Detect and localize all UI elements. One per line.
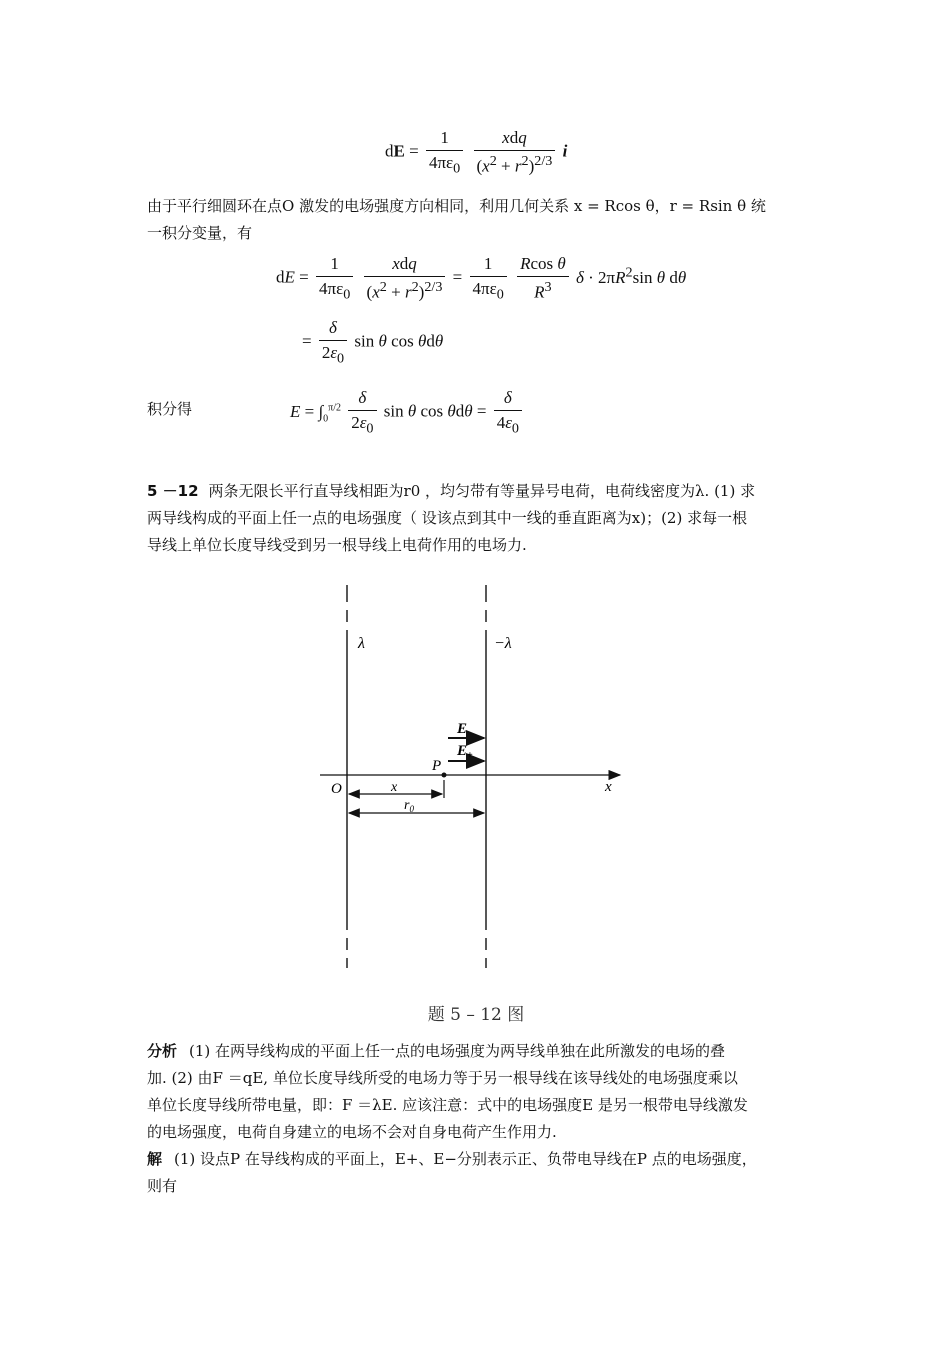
figure-two-wires	[300, 580, 640, 975]
analysis-paragraph: 分析 (1) 在两导线构成的平面上任一点的电场强度为两导线单独在此所激发的电场的叠 加. (2) 由F ＝qE, 单位长度导线所受的电场力等于另一根导线在该导线处的电场强度乘以 单位长度导线所带电量，即：F ＝λE. 应该注意：式中的电场强度E 是另一根带电导线激发 的电场强度，电荷自身建立的电场不会对自身电荷产生作用力.	[147, 1042, 748, 1141]
eq-top-frac1: $\frac{1}{4\pi\varepsilon_0}$	[426, 128, 463, 177]
origin-label: O	[331, 781, 342, 797]
eq-top-num2: xdq	[474, 128, 556, 151]
dim-x-label: x	[391, 780, 398, 795]
analysis-heading: 分析	[147, 1042, 178, 1060]
solution-paragraph: 解 (1) 设点P 在导线构成的平面上，E+、E−分别表示正、负带电导线在P 点的电场强度， 则有	[147, 1150, 757, 1195]
point-p-label: P	[432, 758, 442, 774]
point-p	[442, 773, 447, 778]
solution-heading: 解	[147, 1150, 163, 1168]
eq-top-frac2	[474, 128, 556, 177]
right-wire-label: −λ	[494, 635, 512, 652]
equation-block-de: dE = $\frac{1}{4\pi\varepsilon_0}$ $\frac{\text{xdq}}{(x^2 + r^2)^{2/3}}$ = $\frac{1}{4\pi\varepsilon_0}$ $\frac{\text{Rcos θ}}{R^3}$ $\delta \cdot 2\pi R^2\sin$ θ dθ	[276, 254, 687, 303]
eq-top-den1: $4\pi\varepsilon_0$	[428, 153, 461, 177]
dim-r0-label: $r_0$	[404, 798, 414, 814]
eq-top-lhs: dE =	[385, 141, 419, 161]
field-eplus-label: $E_+$	[457, 743, 473, 761]
problem-number: 5 －12	[147, 482, 199, 500]
equation-top: dE = $\frac{1}{4\pi\varepsilon_0}$ $\frac{\text{xdq}}{(x^2 + r^2)^{2/3}}$ i	[385, 128, 568, 177]
axis-x-label: x	[605, 779, 612, 795]
left-wire-label: λ	[358, 635, 365, 652]
problem-5-12: 5 －12 两条无限长平行直导线相距为r0 ，均匀带有等量异号电荷，电荷线密度为λ. (1) 求 两导线构成的平面上任一点的电场强度（ 设该点到其中一线的垂直距离为x)；(2) 求每一根 导线上单位长度导线受到另一根导线上电荷作用的电场力.	[147, 482, 756, 554]
eq-top-den2: $(x^2 + r^2)^{2/3}$	[476, 153, 553, 177]
field-e-label: E	[457, 721, 468, 737]
integral-label: 积分得	[147, 400, 193, 418]
figure-caption: 题 5 – 12 图	[427, 1005, 525, 1025]
paragraph-geometry: 由于平行细圆环在点O 激发的电场强度方向相同，利用几何关系 x = Rcos θ，r = Rsin θ 统 一积分变量，有	[147, 197, 766, 242]
equation-block-de-line2: = $\frac{\delta}{2\varepsilon_0}$ sin θ cos θdθ	[302, 318, 444, 367]
equation-integral: $E = \int_0^{\pi/2}$ $\frac{\delta}{2\varepsilon_0}$ sin θ cos θdθ = $\frac{\delta}{4\varepsilon_0}$	[290, 388, 525, 437]
